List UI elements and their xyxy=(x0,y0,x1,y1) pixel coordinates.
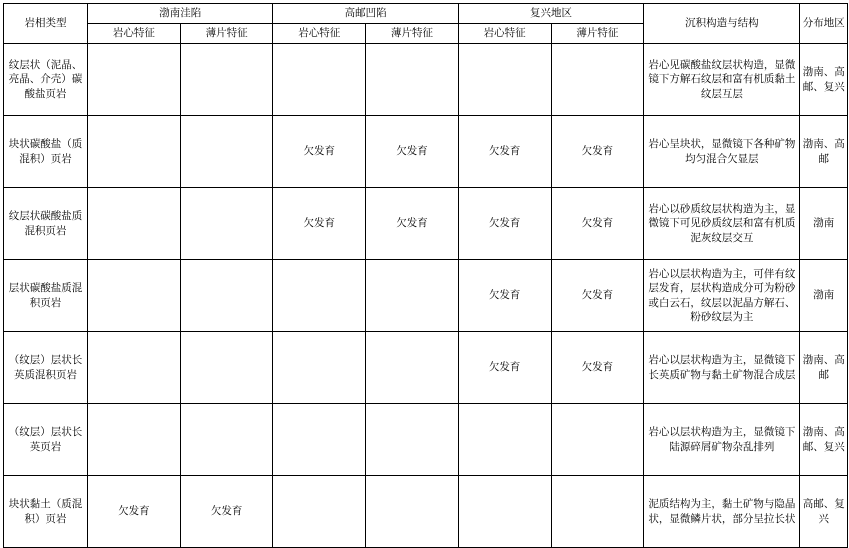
photo-cell-bonan-ts-6 xyxy=(180,404,273,476)
row-distribution-1: 渤南、高邮、复兴 xyxy=(800,44,848,116)
table-row xyxy=(4,476,848,548)
header-distribution: 分布地区 xyxy=(800,4,848,44)
row-type-4: 层状碳酸盐质混积页岩 xyxy=(4,260,88,332)
photo-cell-gaoyou-core-1 xyxy=(273,44,366,116)
photo-cell-gaoyou-core-7 xyxy=(273,476,366,548)
lithofacies-table-figure xyxy=(0,3,849,537)
photo-cell-gaoyou-core-6 xyxy=(273,404,366,476)
cell-undeveloped: 欠发育 xyxy=(551,260,644,332)
cell-undeveloped: 欠发育 xyxy=(273,116,366,188)
photo-cell-fuxing-ts-6 xyxy=(551,404,644,476)
row-type-5: （纹层）层状长英质混积页岩 xyxy=(4,332,88,404)
row-type-3: 纹层状碳酸盐质混积页岩 xyxy=(4,188,88,260)
photo-cell-bonan-ts-5 xyxy=(180,332,273,404)
row-distribution-3: 渤南 xyxy=(800,188,848,260)
header-fuxing-core: 岩心特征 xyxy=(458,24,551,44)
photo-cell-bonan-ts-2 xyxy=(180,116,273,188)
table-row xyxy=(4,188,848,260)
table-row xyxy=(4,404,848,476)
row-structure-3: 岩心以砂质纹层状构造为主，显微镜下可见砂质纹层和富有机质泥灰纹层交互 xyxy=(644,188,800,260)
header-fuxing-thinsection: 薄片特征 xyxy=(551,24,644,44)
row-type-7: 块状黏土（质混积）页岩 xyxy=(4,476,88,548)
table-row xyxy=(4,116,848,188)
photo-cell-fuxing-core-1 xyxy=(458,44,551,116)
photo-cell-bonan-ts-1 xyxy=(180,44,273,116)
photo-cell-bonan-core-5 xyxy=(88,332,181,404)
cell-undeveloped: 欠发育 xyxy=(458,116,551,188)
cell-undeveloped: 欠发育 xyxy=(551,116,644,188)
table-row xyxy=(4,332,848,404)
header-region-fuxing: 复兴地区 xyxy=(458,4,643,24)
row-distribution-2: 渤南、高邮 xyxy=(800,116,848,188)
cell-undeveloped: 欠发育 xyxy=(551,188,644,260)
photo-cell-bonan-core-6 xyxy=(88,404,181,476)
cell-undeveloped: 欠发育 xyxy=(88,476,181,548)
photo-cell-gaoyou-ts-1 xyxy=(366,44,459,116)
header-region-bonan: 渤南洼陷 xyxy=(88,4,273,24)
photo-cell-bonan-ts-3 xyxy=(180,188,273,260)
row-type-6: （纹层）层状长英页岩 xyxy=(4,404,88,476)
photo-cell-gaoyou-core-4 xyxy=(273,260,366,332)
table-header-row-1 xyxy=(4,4,848,24)
row-structure-5: 岩心以层状构造为主，显微镜下长英质矿物与黏土矿物混合成层 xyxy=(644,332,800,404)
header-gaoyou-core: 岩心特征 xyxy=(273,24,366,44)
photo-cell-fuxing-core-7 xyxy=(458,476,551,548)
cell-undeveloped: 欠发育 xyxy=(273,188,366,260)
header-rock-type: 岩相类型 xyxy=(4,4,88,44)
row-structure-1: 岩心见碳酸盐纹层状构造，显微镜下方解石纹层和富有机质黏土纹层互层 xyxy=(644,44,800,116)
photo-cell-bonan-ts-4 xyxy=(180,260,273,332)
row-distribution-7: 高邮、复兴 xyxy=(800,476,848,548)
header-region-gaoyou: 高邮凹陷 xyxy=(273,4,458,24)
table-row xyxy=(4,260,848,332)
cell-undeveloped: 欠发育 xyxy=(180,476,273,548)
cell-undeveloped: 欠发育 xyxy=(551,332,644,404)
row-distribution-5: 渤南、高邮 xyxy=(800,332,848,404)
photo-cell-bonan-core-4 xyxy=(88,260,181,332)
photo-cell-gaoyou-ts-6 xyxy=(366,404,459,476)
row-distribution-6: 渤南、高邮、复兴 xyxy=(800,404,848,476)
row-distribution-4: 渤南 xyxy=(800,260,848,332)
cell-undeveloped: 欠发育 xyxy=(366,188,459,260)
header-bonan-thinsection: 薄片特征 xyxy=(180,24,273,44)
photo-cell-bonan-core-3 xyxy=(88,188,181,260)
table-row xyxy=(4,44,848,116)
row-structure-4: 岩心以层状构造为主，可伴有纹层发育，层状构造成分可为粉砂或白云石，纹层以泥晶方解石、粉砂纹层为主 xyxy=(644,260,800,332)
lithofacies-table xyxy=(3,3,848,548)
header-structure: 沉积构造与结构 xyxy=(644,4,800,44)
header-bonan-core: 岩心特征 xyxy=(88,24,181,44)
photo-cell-bonan-core-1 xyxy=(88,44,181,116)
row-type-1: 纹层状（泥晶、亮晶、介壳）碳酸盐页岩 xyxy=(4,44,88,116)
header-gaoyou-thinsection: 薄片特征 xyxy=(366,24,459,44)
row-structure-2: 岩心呈块状，显微镜下各种矿物均匀混合欠显层 xyxy=(644,116,800,188)
row-structure-7: 泥质结构为主，黏土矿物与隐晶状，显微鳞片状，部分呈拉长状 xyxy=(644,476,800,548)
photo-cell-fuxing-ts-1 xyxy=(551,44,644,116)
row-structure-6: 岩心以层状构造为主，显微镜下陆源碎屑矿物杂乱排列 xyxy=(644,404,800,476)
photo-cell-gaoyou-core-5 xyxy=(273,332,366,404)
cell-undeveloped: 欠发育 xyxy=(366,116,459,188)
photo-cell-gaoyou-ts-7 xyxy=(366,476,459,548)
photo-cell-gaoyou-ts-5 xyxy=(366,332,459,404)
photo-cell-fuxing-ts-7 xyxy=(551,476,644,548)
cell-undeveloped: 欠发育 xyxy=(458,332,551,404)
cell-undeveloped: 欠发育 xyxy=(458,260,551,332)
row-type-2: 块状碳酸盐（质混积）页岩 xyxy=(4,116,88,188)
photo-cell-bonan-core-2 xyxy=(88,116,181,188)
cell-undeveloped: 欠发育 xyxy=(458,188,551,260)
photo-cell-fuxing-core-6 xyxy=(458,404,551,476)
photo-cell-gaoyou-ts-4 xyxy=(366,260,459,332)
